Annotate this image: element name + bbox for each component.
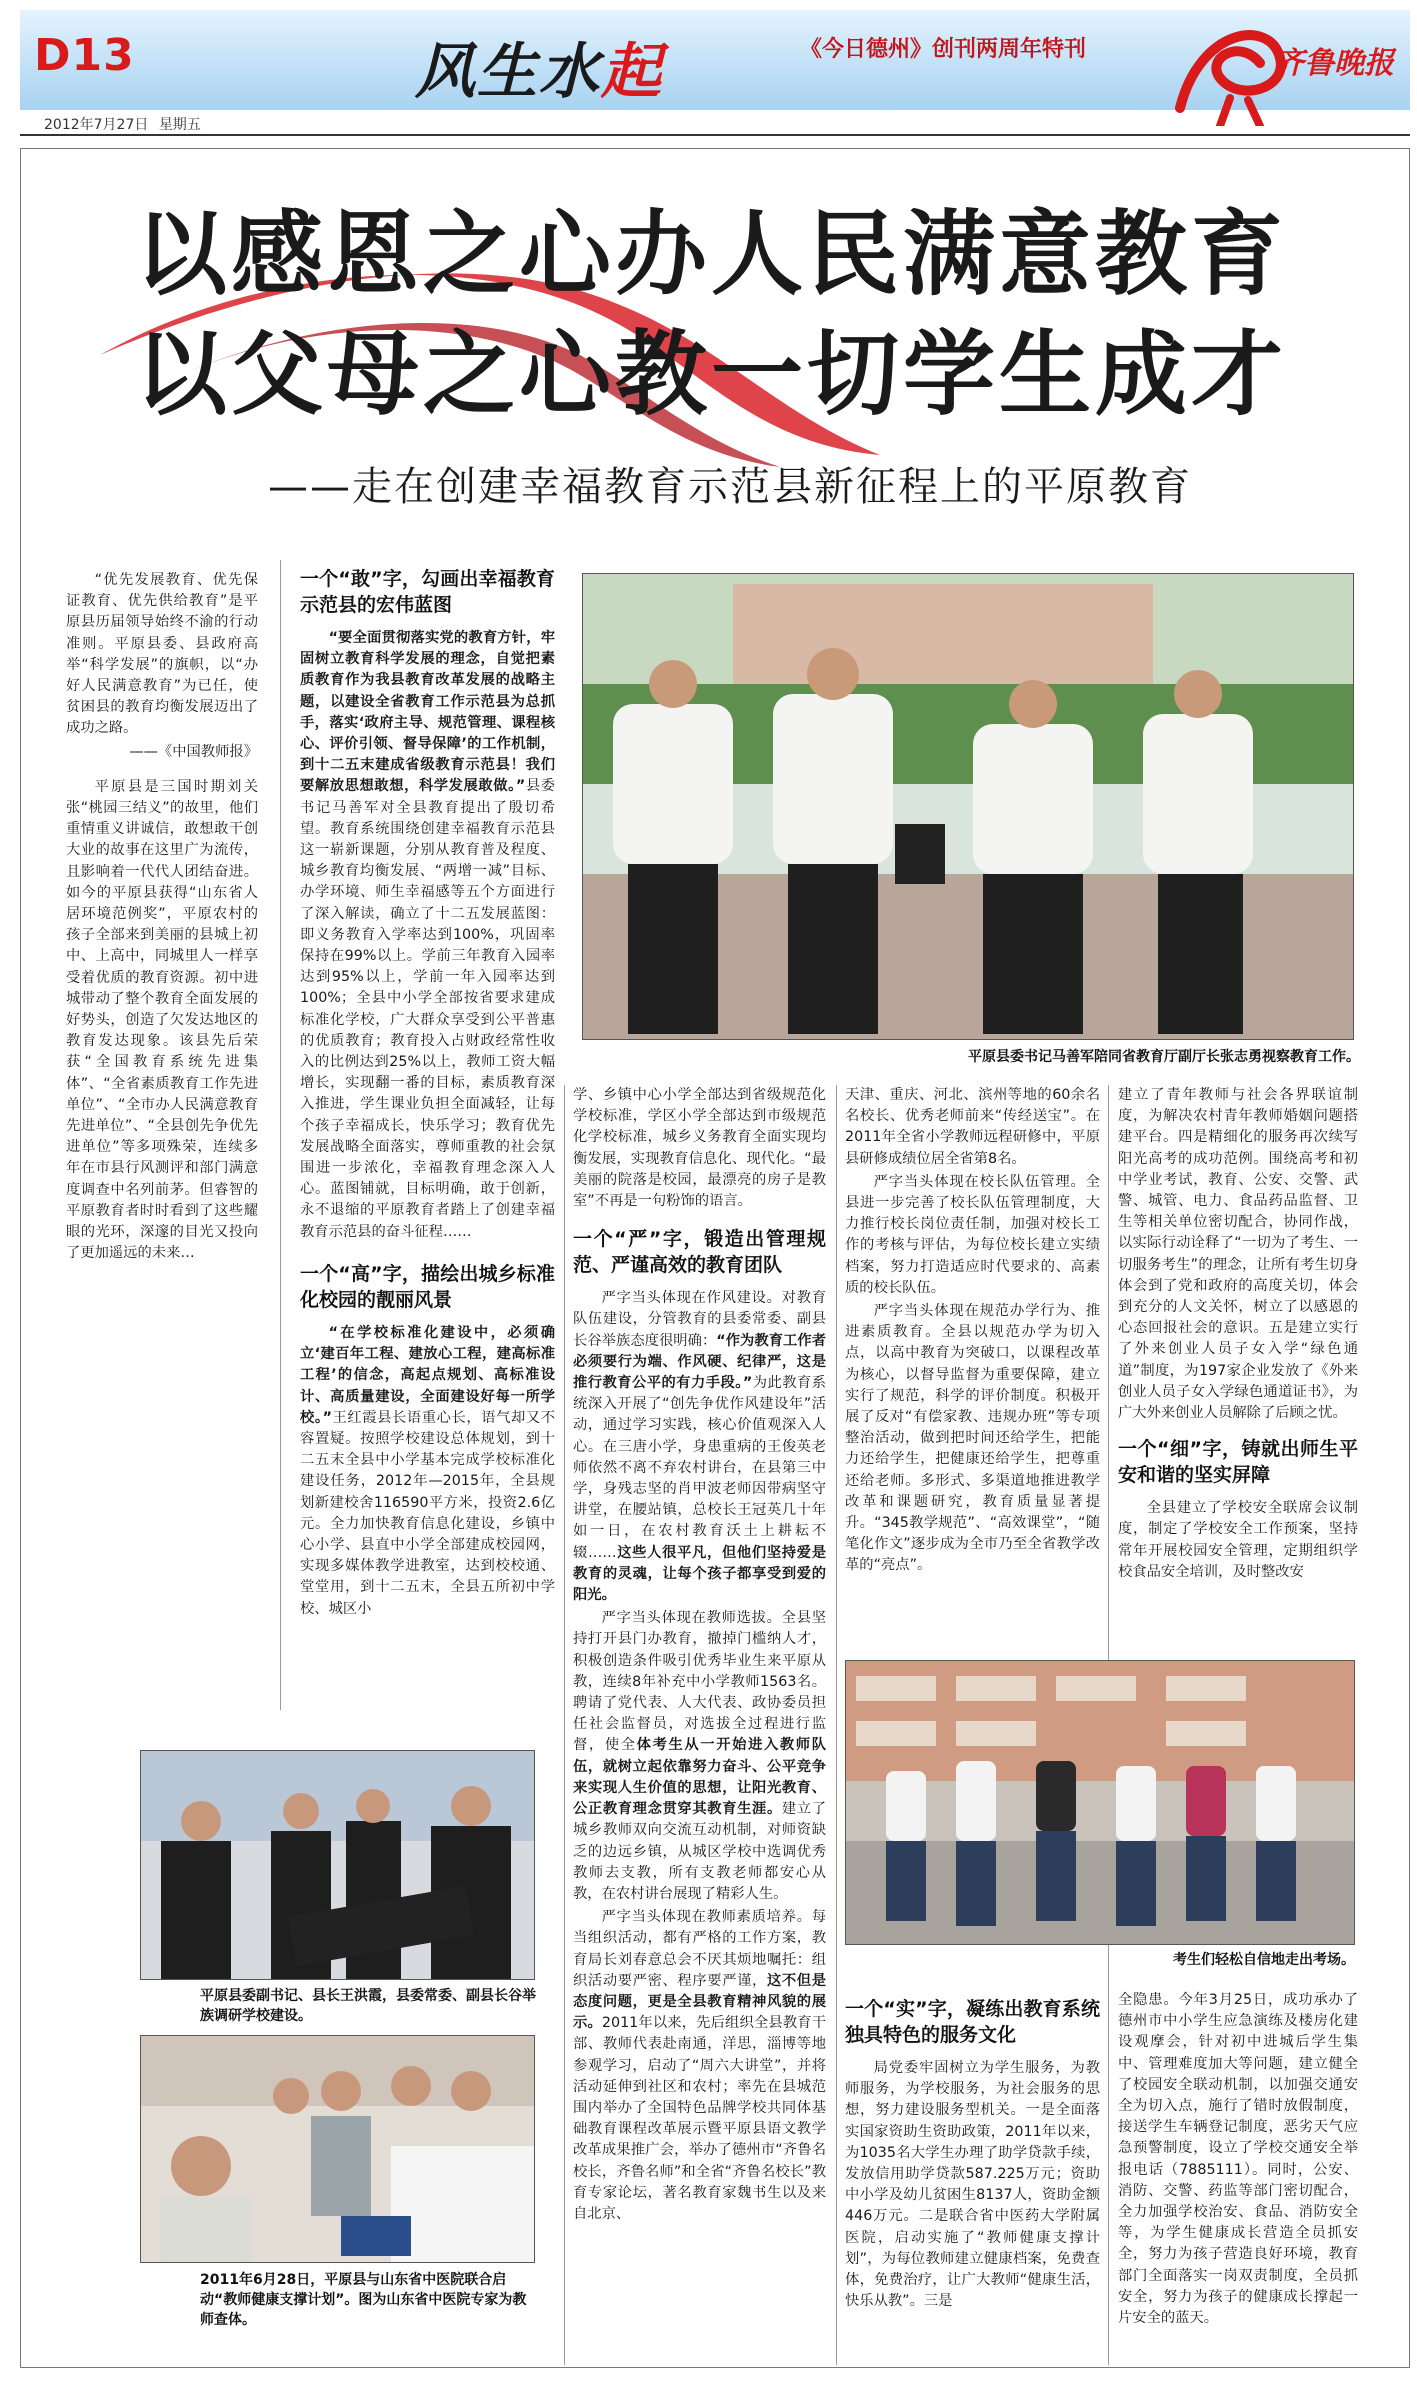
section-heading-shi: 一个“实”字，凝练出教育系统独具特色的服务文化 xyxy=(845,1998,1100,2046)
body-text: 全隐患。今年3月25日，成功承办了德州市中小学生应急演练及楼房化建设观摩会，针对初中进城后学生集中、管理难度加大等问题，建立健全了校园安全联动机制，以加强交通安全为切入点，施行了错时放假制度，接送学生车辆登记制度，恶劣天气应急预警制度，设立了学校交通安全举报电话（7885111）。同时，公安、消防、交警、药监等部门密切配合，全力加强学校治安、食品、消防安全等，为学生健康成长营造全员抓安全，努力为孩子营造良好环境，教育部门全面落实一岗双责制度，全员抓安全，努力为孩子的健康成长撑起一片安全的蓝天。 xyxy=(1118,1992,1358,2327)
article-column-4-lower xyxy=(845,1990,1100,2360)
body-text: 严字当头体现在作风建设。对教育队伍建设，分管教育的县委常委、副县长谷举族态度很明确： xyxy=(573,1290,826,1349)
body-text: 王红霞县长语重心长，语气却又不容置疑。按照学校建设总体规划，到十二五末全县中小学基本完成学校标准化建设任务，2012年—2015年，全县规划新建校舍116590平方米，投资2.6亿元。全力加快教育信息化建设，乡镇中心小学、县直中小学全部建成校园网，实现多媒体教学进教室，达到校校通、堂堂用，到十二五末，全县五所初中学校、城区小 xyxy=(300,1409,555,1617)
quote-party-secretary: “要全面贯彻落实党的教育方针，牢固树立教育科学发展的理念，自觉把素质教育作为我县教育改革发展的战略主题，以建设全省教育工作示范县为总抓手，落实‘政府主导、规范管理、课程核心、评价引领、督导保障’的工作机制，到十二五末建成省级教育示范县！我们要解放思想敢想，科学发展敢做。” xyxy=(300,630,555,795)
officials-walking-photo xyxy=(583,574,1354,1040)
column-divider xyxy=(564,1085,565,2365)
body-text: 建立了青年教师与社会各界联谊制度，为解决农村青年教师婚姻问题搭建平台。四是精细化的服务再次续写阳光高考的成功范例。围绕高考和初中学业考试，教育、公安、交警、武警、城管、电力、食品药品监督、卫生等相关单位密切配合，协同作战，以实际行动诠释了“一切为了考生、一切服务考生”的理念，让所有考生切身体会到了党和政府的高度关切，体会到充分的人文关怀，树立了以感恩的心态回报社会的意识。五是建立实行了外来创业人员子女入学“绿色通道”制度，为197家企业发放了《外来创业人员子女入学绿色通道证书》，为广大外来创业人员解除了后顾之忧。 xyxy=(1118,1087,1358,1422)
body-text: 严字当头体现在校长队伍管理。全县进一步完善了校长队伍管理制度，大力推行校长岗位责任制，加强对校长工作的考核与评估，为每位校长建立实绩档案，努力打造适应时代要求的、高素质的校长队伍。 xyxy=(845,1173,1100,1296)
quote-county-head: “在学校标准化建设中，必须确立‘建百年工程、建放心工程，建高标准工程’的信念，高起点规划、高标准设计、高质量建设，全面建设好每一所学校。” xyxy=(300,1324,555,1426)
dateline xyxy=(44,114,201,134)
emphasis-text: 体考生从一开始进入教师队伍，就树立起依靠努力奋斗、公平竞争来实现人生价值的思想，让阳光教育、公正教育理念贯穿其教育生涯。 xyxy=(573,1737,826,1818)
medical-checkup-photo xyxy=(141,2036,535,2263)
emphasis-text: 这些人很平凡，但他们坚持爱是教育的灵魂，让每个孩子都享受到爱的阳光。 xyxy=(573,1544,826,1604)
section-heading-gao: 一个“高”字，描绘出城乡标准化校园的靓丽风景 xyxy=(300,1262,555,1311)
page-number: D13 xyxy=(34,30,135,81)
health-photo xyxy=(140,2035,535,2263)
body-text: 建立了城乡教师双向交流互动机制，对师资缺乏的边远乡镇，从城区学校中选调优秀教师去支教，所有支教老师都安心从教，在农村讲台展现了精彩人生。 xyxy=(573,1801,826,1902)
article-column-3 xyxy=(573,1085,826,2365)
article-column-4 xyxy=(845,1085,1100,1655)
subheadline: ——走在创建幸福教育示范县新征程上的平原教育 xyxy=(268,464,1192,510)
intro-paragraph: 平原县是三国时期刘关张“桃园三结义”的故里，他们重情重义讲诚信，敢想敢干创大业的故事在这里广为流传，且影响着一代代人团结奋进。如今的平原县获得“山东省人居环境范例奖”，平原农村的孩子全部来到美丽的县城上初中、上高中，同城里人一样享受着优质的教育资源。初中进城带动了整个教育全面发展的好势头，创造了欠发达地区的教育发达现象。该县先后荣获“全国教育系统先进集体”、“全省素质教育工作先进单位”、“全市办人民满意教育先进单位”、“全县创先争优先进单位”等多项殊荣，连续多年在市县行风测评和部门满意度调查中名列前茅。但睿智的平原教育者时时看到了这些耀眼的光环，深邃的目光又投向了更加遥远的未来… xyxy=(66,778,258,1262)
main-photo-caption: 平原县委书记马善军陪同省教育厅副厅长张志勇视察教育工作。 xyxy=(968,1049,1360,1065)
section-heading-gan: 一个“敢”字，勾画出幸福教育示范县的宏伟蓝图 xyxy=(300,568,555,616)
students-photo-caption: 考生们轻松自信地走出考场。 xyxy=(1173,1952,1355,1968)
emphasis-text: 这不但是态度问题，更是全县教育精神风貌的展示。 xyxy=(573,1972,826,2032)
issue-weekday: 星期五 xyxy=(158,117,201,133)
body-text: 严字当头体现在教师素质培养。每当组织活动，都有严格的工作方案，教育局长刘春意总会不厌其烦地嘱托：组织活动要严密、程序要严谨， xyxy=(573,1909,826,1989)
body-text: 2011年以来，先后组织全县教育干部、教师代表赴南通，洋思，淄博等地参观学习，启动了“周六大讲堂”，并将活动延伸到社区和农村；率先在县城范围内举办了全国特色品牌学校共同体基础教育课程改革展示暨平原县语文教学改革成果推广会，举办了德州市“齐鲁名校长，齐鲁名师”和全省“齐鲁名校长”教育专家论坛，著名教育家魏书生以及来自北京、 xyxy=(573,2015,826,2222)
column-divider xyxy=(836,1085,837,2365)
body-text: 严字当头体现在规范办学行为、推进素质教育。全县以规范办学为切入点，以高中教育为突破口，以课程改革为核心，以督导监督为重要保障，建立实行了规范，科学的评价制度。积极开展了反对“有偿家教、违规办班”等专项整治活动，做到把时间还给学生，把能力还给学生，把健康还给学生，把尊重还给老师。多形式、多渠道地推进教学改革和课题研究，教育质量显著提升。“345教学规范”、“高效课堂”，“随笔化作文”逐步成为全市乃至全省教学改革的“亮点”。 xyxy=(845,1303,1100,1574)
body-text: 学、乡镇中心小学全部达到省级规范化学校标准，学区小学全部达到市级规范化学校标准，城乡义务教育全面实现均衡发展，实现教育信息化、现代化。“最美丽的院落是校园，最漂亮的房子是教室”不再是一句粉饰的语言。 xyxy=(573,1087,826,1210)
masthead-rule xyxy=(20,134,1410,136)
lead-quote: “优先发展教育、优先保证教育、优先供给教育”是平原县历届领导始终不渝的行动准则。平原县委、县政府高举“科学发展”的旗帜，以“办好人民满意教育”为已任，使贫困县的教育均衡发展迈出了成功之路。 xyxy=(66,572,258,737)
body-text: 县委书记马善军对全县教育提出了殷切希望。教育系统围绕创建幸福教育示范县这一崭新课题，分别从教育普及程度、城乡教育均衡发展、“两增一减”目标、办学环境、师生幸福感等五个方面进行了深入解读，确立了十二五发展蓝图：即义务教育入学率达到100%，巩固率保持在99%以上。学前三年教育入园率达到95%以上，学前一年入园率达到100%；全县中小学全部按省要求建成标准化学校，广大群众享受到公平普惠的优质教育；教育投入占财政经常性收入的比例达到25%以上，教师工资大幅增长，实现翻一番的目标，素质教育深入推进，学生课业负担全面减轻，让每个孩子幸福成长，快乐学习；教育优先发展战略全面落实，尊师重教的社会氛围进一步浓化，幸福教育理念深入人心。蓝图铺就，目标明确，敢于创新，永不退缩的平原教育者踏上了创建幸福教育示范县的奋斗征程…… xyxy=(300,778,555,1240)
body-text: 天津、重庆、河北、滨州等地的60余名名校长、优秀老师前来“传经送宝”。在2011年全省小学教师远程研修中，平原县研修成绩位居全省第8名。 xyxy=(845,1087,1100,1167)
column-divider xyxy=(280,560,281,1710)
body-text: 局党委牢固树立为学生服务，为教师服务，为学校服务，为社会服务的思想，努力建设服务型机关。一是全面落实国家资助生资助政策，2011年以来，为1035名大学生办理了助学贷款手续，发放信用助学贷款587.225万元；资助中小学及幼儿贫困生8137人，资助金额446万元。二是联合省中医药大学附属医院，启动实施了“教师健康支撑计划”，为每位教师建立健康档案，免费查体，免费治疗，让广大教师“健康生活，快乐从教”。三是 xyxy=(845,2060,1100,2310)
article-column-5 xyxy=(1118,1085,1358,1655)
article-column-2 xyxy=(300,560,555,1720)
health-photo-caption: 2011年6月28日，平原县与山东省中医院联合启动“教师健康支撑计划”。图为山东省中医院专家为教师查体。 xyxy=(200,2272,527,2328)
article-column-5-lower xyxy=(1118,1990,1358,2360)
quote-source: ——《中国教师报》 xyxy=(129,743,258,760)
column-title xyxy=(415,24,663,110)
column-title-accent: 起 xyxy=(601,37,663,107)
body-text: 全县建立了学校安全联席会议制度，制定了学校安全工作预案，坚持常年开展校园安全管理，定期组织学校食品安全培训，及时整改安 xyxy=(1118,1500,1358,1580)
anniversary-label: 《今日德州》创刊两周年特刊 xyxy=(800,36,1087,62)
column-title-main: 风生水 xyxy=(415,37,601,107)
main-photo xyxy=(582,573,1354,1040)
section-heading-yan: 一个“严”字，锻造出管理规范、严谨高效的教育团队 xyxy=(573,1228,826,1277)
students-photo xyxy=(845,1660,1355,1945)
masthead xyxy=(20,10,1410,132)
students-leaving-exam-photo xyxy=(846,1661,1355,1945)
headline-line-1: 以感恩之心办人民满意教育 xyxy=(134,201,1287,308)
body-text: 严字当头体现在教师选拔。全县坚持打开县门办教育，撤掉门槛纳人才，积极创造条件吸引优秀毕业生来平原从教，连续8年补充中小学教师1563名。聘请了党代表、人大代表、政协委员担任社会监督员，对选拔全过程进行监督，使全 xyxy=(573,1610,826,1754)
issue-date: 2012年7月27日 xyxy=(44,117,149,133)
newspaper-name: 齐鲁晚报 xyxy=(1274,46,1394,81)
visit-photo xyxy=(140,1750,535,1980)
officials-reviewing-plans-photo xyxy=(141,1751,535,1980)
visit-photo-caption: 平原县委副书记、县长王洪霞，县委常委、副县长谷举族调研学校建设。 xyxy=(200,1988,536,2024)
headline-line-2: 以父母之心教一切学生成才 xyxy=(134,321,1287,428)
body-text: 为此教育系统深入开展了“创先争优作风建设年”活动，通过学习实践，核心价值观深入人心。在三唐小学，身患重病的王俊英老师依然不离不弃农村讲台，在县第三中学，身残志坚的肖甲波老师因带病坚守讲堂，在腰站镇，总校长王冠英几十年如一日，在农村教育沃土上耕耘不辍…… xyxy=(573,1375,826,1561)
quote-vice-county-head: “作为教育工作者必须要行为端、作风硬、纪律严，这是推行教育公平的有力手段。” xyxy=(573,1332,826,1392)
section-heading-xi: 一个“细”字，铸就出师生平安和谐的坚实屏障 xyxy=(1118,1438,1358,1487)
